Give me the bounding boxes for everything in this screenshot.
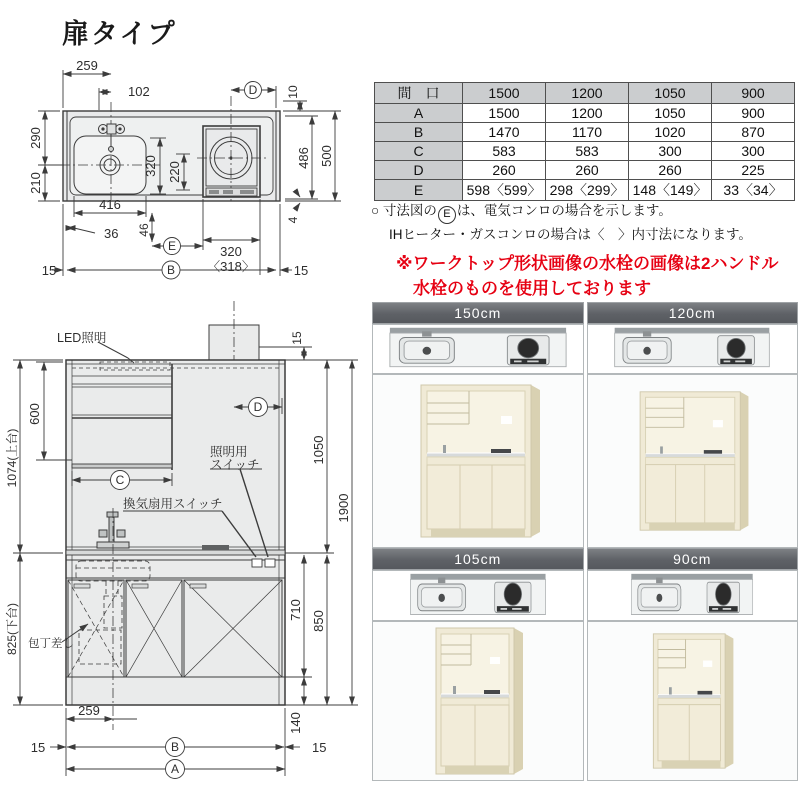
unit-image-105 <box>428 625 528 777</box>
worktop-image-150 <box>388 326 568 372</box>
spec-row-D: D 260 260 260 225 <box>375 161 795 180</box>
spec-row-E: E 598〈599〉 298〈299〉 148〈149〉 33〈34〉 <box>375 180 795 201</box>
warning-line-2: 水栓のものを使用しております <box>413 278 651 298</box>
dim-259: 259 <box>76 58 98 73</box>
light-switch-label-1: 照明用 <box>210 445 248 459</box>
dim-486: 486 <box>296 147 311 169</box>
dim-B-circle: B <box>166 263 176 277</box>
dim-1900: 1900 <box>336 493 351 523</box>
page-title: 扉タイプ <box>62 19 177 49</box>
worktop-image-120 <box>613 326 771 372</box>
notes-block <box>371 200 752 246</box>
light-switch <box>252 559 262 567</box>
dim-A-circle-front: A <box>170 762 180 776</box>
dim-15-right: 15 <box>293 263 309 278</box>
light-switch-label-2: スイッチ <box>210 458 260 472</box>
dim-710: 710 <box>288 599 303 621</box>
worktop-photo-150 <box>372 324 584 374</box>
dim-10: 10 <box>286 85 300 99</box>
fan-switch-label: 換気扇用スイッチ <box>123 497 223 511</box>
dim-4: 4 <box>286 216 300 224</box>
dim-D-circle: D <box>248 83 258 97</box>
top-view-drawing <box>0 50 370 302</box>
unit-photo-90 <box>587 621 799 781</box>
dim-320-v: 320 <box>143 155 158 177</box>
product-header-90: 90cm <box>587 548 799 570</box>
dim-1050: 1050 <box>311 435 326 465</box>
fan-switch <box>265 559 275 567</box>
spec-col-label: 間 口 <box>375 83 463 104</box>
product-header-105: 105cm <box>372 548 584 570</box>
dim-318: 〈318〉 <box>207 259 255 274</box>
worktop-photo-105 <box>372 570 584 621</box>
dim-850: 850 <box>311 610 326 632</box>
dim-1074: 1074(上台) <box>5 428 19 488</box>
product-header-150: 150cm <box>372 302 584 324</box>
note-line-1: ○ 寸法図の E は、電気コンロの場合を示します。 <box>371 200 752 224</box>
spec-table <box>374 82 795 201</box>
dim-220: 220 <box>167 161 182 183</box>
worktop-image-90 <box>630 572 754 620</box>
unit-image-90 <box>646 625 738 777</box>
dim-825: 825(下台) <box>5 602 19 656</box>
dim-290: 290 <box>28 127 43 149</box>
dim-B-circle-front: B <box>170 740 180 754</box>
dim-15-top: 15 <box>290 331 304 345</box>
dim-D-circle-front: D <box>253 400 263 414</box>
dim-140: 140 <box>288 712 303 734</box>
unit-image-120 <box>631 382 753 540</box>
dim-600: 600 <box>27 403 42 425</box>
unit-photo-105 <box>372 621 584 781</box>
dim-15-bottom-left: 15 <box>30 740 46 755</box>
spec-table-header-row: 間 口 1500 1200 1050 900 <box>375 83 795 104</box>
dim-46: 46 <box>137 223 151 237</box>
product-header-120: 120cm <box>587 302 799 324</box>
dim-E-circle: E <box>167 239 177 253</box>
dim-416: 416 <box>99 197 121 212</box>
unit-photo-150 <box>372 374 584 548</box>
dim-15-left: 15 <box>41 263 57 278</box>
circled-E: E <box>438 206 456 224</box>
dim-102: 102 <box>128 84 150 99</box>
dim-C-circle: C <box>115 473 125 487</box>
dim-15-bottom-right: 15 <box>312 740 327 755</box>
spec-row-A: A 1500 1200 1050 900 <box>375 104 795 123</box>
dim-210: 210 <box>28 172 43 194</box>
worktop-photo-120 <box>587 324 799 374</box>
dim-36: 36 <box>104 226 119 241</box>
worktop-image-105 <box>409 572 547 620</box>
spec-row-C: C 583 583 300 300 <box>375 142 795 161</box>
front-view-drawing <box>0 298 370 798</box>
knife-holder-label: 包丁差し <box>28 638 74 650</box>
top-view-counter <box>60 96 280 202</box>
worktop-photo-90 <box>587 570 799 621</box>
dim-500: 500 <box>319 145 334 167</box>
warning-line-1: ※ワークトップ形状画像の水栓の画像は2ハンドル <box>396 254 779 273</box>
warning-text <box>396 252 778 301</box>
unit-photo-120 <box>587 374 799 548</box>
led-light-label: LED照明 <box>57 331 107 345</box>
note-line-2: IHヒーター・ガスコンロの場合は〈 〉内寸法になります。 <box>389 227 752 242</box>
spec-row-B: B 1470 1170 1020 870 <box>375 123 795 142</box>
dim-320-stove: 320 <box>220 244 242 259</box>
product-grid <box>372 302 798 784</box>
unit-image-150 <box>411 382 545 540</box>
dim-259-front: 259 <box>78 703 100 718</box>
